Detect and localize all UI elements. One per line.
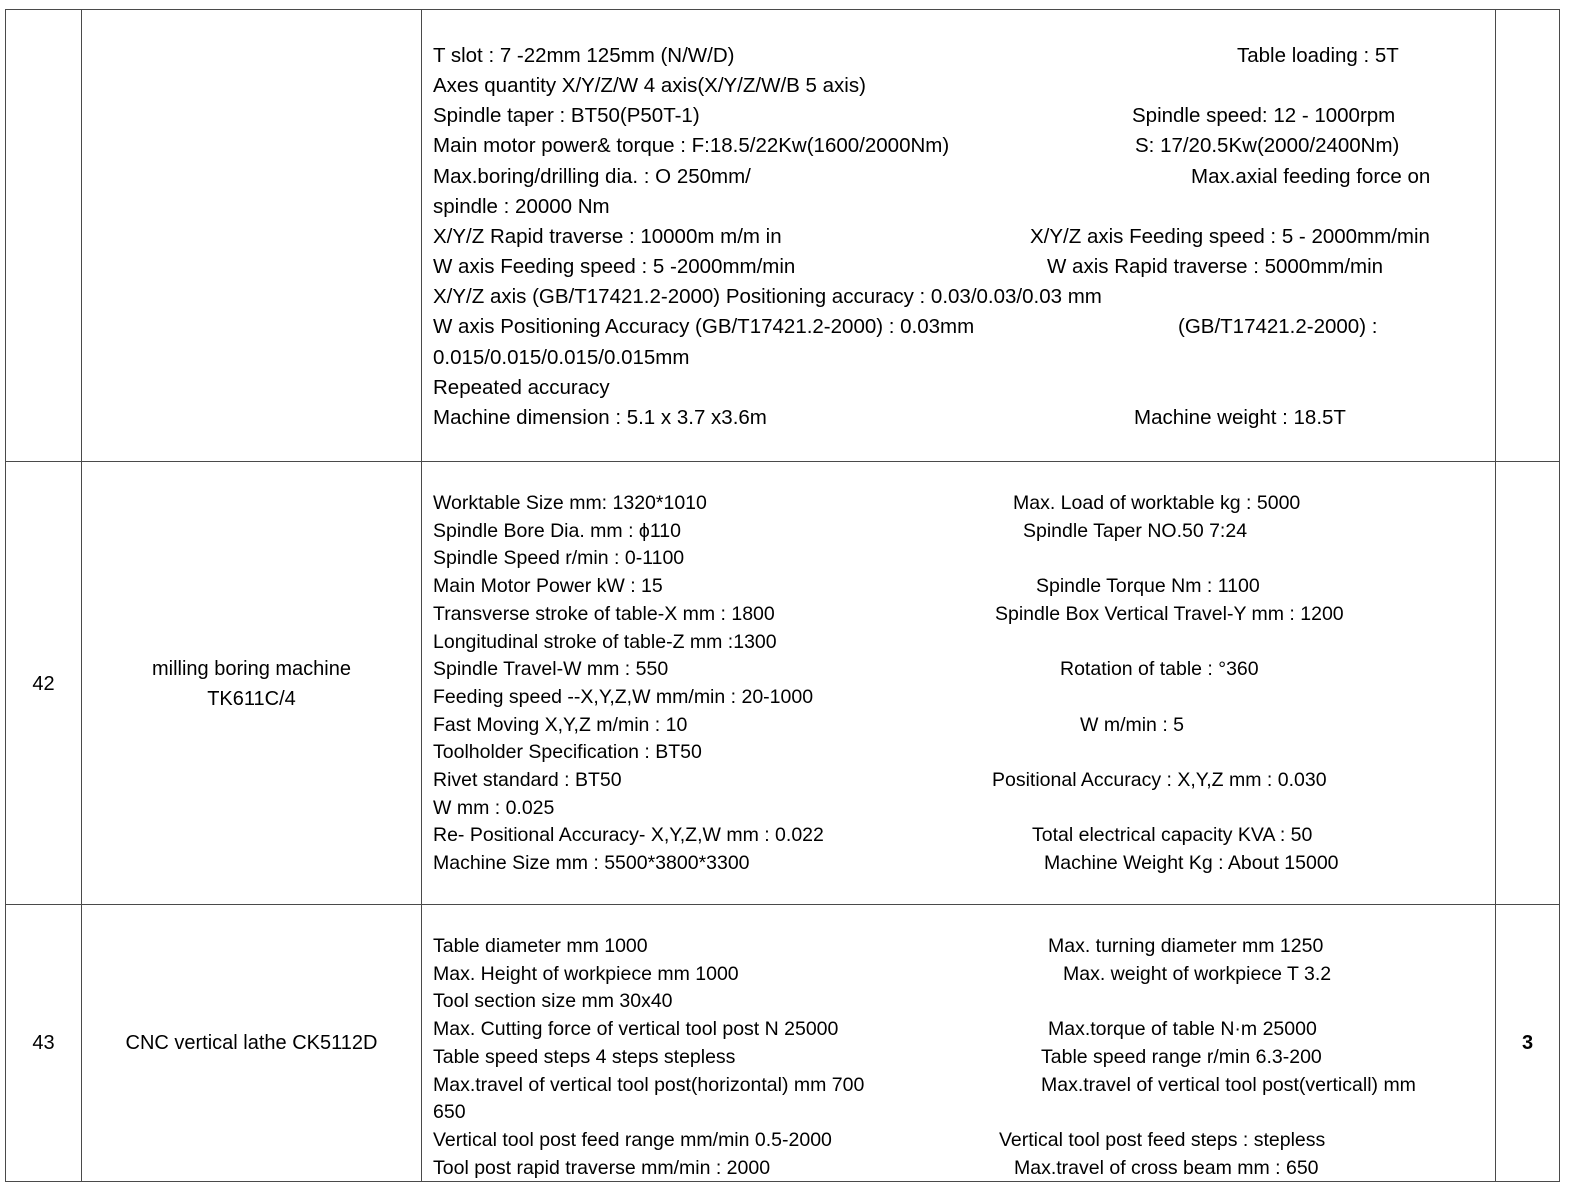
table-left-border [5,9,6,1182]
row-divider [5,461,1560,462]
spec-left: Re- Positional Accuracy- X,Y,Z,W mm : 0.022 [433,824,824,846]
spec-left: Longitudinal stroke of table-Z mm :1300 [433,631,777,653]
spec-left: Table speed steps 4 steps stepless [433,1046,736,1068]
spec-right: Spindle Torque Nm : 1100 [1036,575,1260,597]
spec-left: Spindle taper : BT50(P50T-1) [433,104,700,127]
spec-left: Max.boring/drilling dia. : O 250mm/ [433,165,751,188]
spec-left: Toolholder Specification : BT50 [433,741,702,763]
spec-right: Max. Load of worktable kg : 5000 [1013,492,1301,514]
row-divider [5,904,1560,905]
column-divider [1495,9,1496,1182]
spec-right: Machine weight : 18.5T [1134,406,1346,429]
spec-left: Main Motor Power kW : 15 [433,575,663,597]
spec-right: Positional Accuracy : X,Y,Z mm : 0.030 [992,769,1327,791]
machine-model: TK611C/4 [207,688,296,710]
spec-right: Total electrical capacity KVA : 50 [1032,824,1313,846]
spec-left: Tool section size mm 30x40 [433,990,673,1012]
spec-left: Feeding speed --X,Y,Z,W mm/min : 20-1000 [433,686,814,708]
spec-left: Repeated accuracy [433,376,610,399]
spec-left: Spindle Speed r/min : 0-1100 [433,547,685,569]
spec-left: Transverse stroke of table-X mm : 1800 [433,603,775,625]
spec-left: Rivet standard : BT50 [433,769,622,791]
spec-left: Fast Moving X,Y,Z m/min : 10 [433,714,688,736]
spec-right: Spindle Box Vertical Travel-Y mm : 1200 [995,603,1344,625]
spec-left: T slot : 7 -22mm 125mm (N/W/D) [433,44,735,67]
spec-left: Table diameter mm 1000 [433,935,648,957]
spec-left: Axes quantity X/Y/Z/W 4 axis(X/Y/Z/W/B 5 axis) [433,74,866,97]
spec-right: Table speed range r/min 6.3-200 [1041,1046,1322,1068]
spec-right: Spindle speed: 12 - 1000rpm [1132,104,1396,127]
spec-left: X/Y/Z axis (GB/T17421.2-2000) Positioning accuracy : 0.03/0.03/0.03 mm [433,285,1102,308]
spec-right: X/Y/Z axis Feeding speed : 5 - 2000mm/min [1030,225,1430,248]
spec-right: Rotation of table : °360 [1060,658,1259,680]
spec-right: Spindle Taper NO.50 7:24 [1023,520,1248,542]
spec-left: Spindle Bore Dia. mm : ϕ110 [433,520,681,542]
row-number: 42 [32,673,55,695]
column-divider [81,9,82,1182]
spec-left: Max. Height of workpiece mm 1000 [433,963,739,985]
spec-left: X/Y/Z Rapid traverse : 10000m m/m in [433,225,782,248]
table-top-border [5,9,1560,10]
spec-right: W m/min : 5 [1080,714,1185,736]
spec-right: Max.axial feeding force on [1191,165,1431,188]
table-right-border [1559,9,1560,1182]
spec-left: spindle : 20000 Nm [433,195,610,218]
spec-right: Max.travel of cross beam mm : 650 [1014,1157,1319,1179]
machine-name: milling boring machine [152,658,351,680]
spec-left: Tool post rapid traverse mm/min : 2000 [433,1157,771,1179]
spec-left: Main motor power& torque : F:18.5/22Kw(1600/2000Nm) [433,134,950,157]
spec-left: W axis Feeding speed : 5 -2000mm/min [433,255,796,278]
spec-right: (GB/T17421.2-2000) : [1178,315,1378,338]
spec-right: S: 17/20.5Kw(2000/2400Nm) [1135,134,1400,157]
table-bottom-border [5,1181,1560,1182]
spec-left: Vertical tool post feed range mm/min 0.5-2000 [433,1129,832,1151]
spec-left: Worktable Size mm: 1320*1010 [433,492,707,514]
spec-left: Machine Size mm : 5500*3800*3300 [433,852,750,874]
spec-right: Machine Weight Kg : About 15000 [1044,852,1339,874]
spec-left: Machine dimension : 5.1 x 3.7 x3.6m [433,406,767,429]
row-number: 43 [32,1032,55,1054]
spec-right: W axis Rapid traverse : 5000mm/min [1047,255,1384,278]
spec-right: Vertical tool post feed steps : stepless [999,1129,1326,1151]
spec-left: Max. Cutting force of vertical tool post N 25000 [433,1018,839,1040]
spec-right: Max. weight of workpiece T 3.2 [1063,963,1332,985]
spec-right: Max.travel of vertical tool post(verticall) mm [1041,1074,1416,1096]
machine-name: CNC vertical lathe CK5112D [125,1032,378,1054]
spec-right: Max.torque of table N·m 25000 [1048,1018,1317,1040]
quantity: 3 [1521,1032,1534,1054]
spec-left: W axis Positioning Accuracy (GB/T17421.2-2000) : 0.03mm [433,315,975,338]
spec-right: Table loading : 5T [1237,44,1399,67]
spec-left: Max.travel of vertical tool post(horizontal) mm 700 [433,1074,865,1096]
spec-left: 0.015/0.015/0.015/0.015mm [433,346,690,369]
column-divider [421,9,422,1182]
spec-left: Spindle Travel-W mm : 550 [433,658,669,680]
spec-right: Max. turning diameter mm 1250 [1048,935,1324,957]
spec-left: 650 [433,1101,466,1123]
spec-left: W mm : 0.025 [433,797,555,819]
